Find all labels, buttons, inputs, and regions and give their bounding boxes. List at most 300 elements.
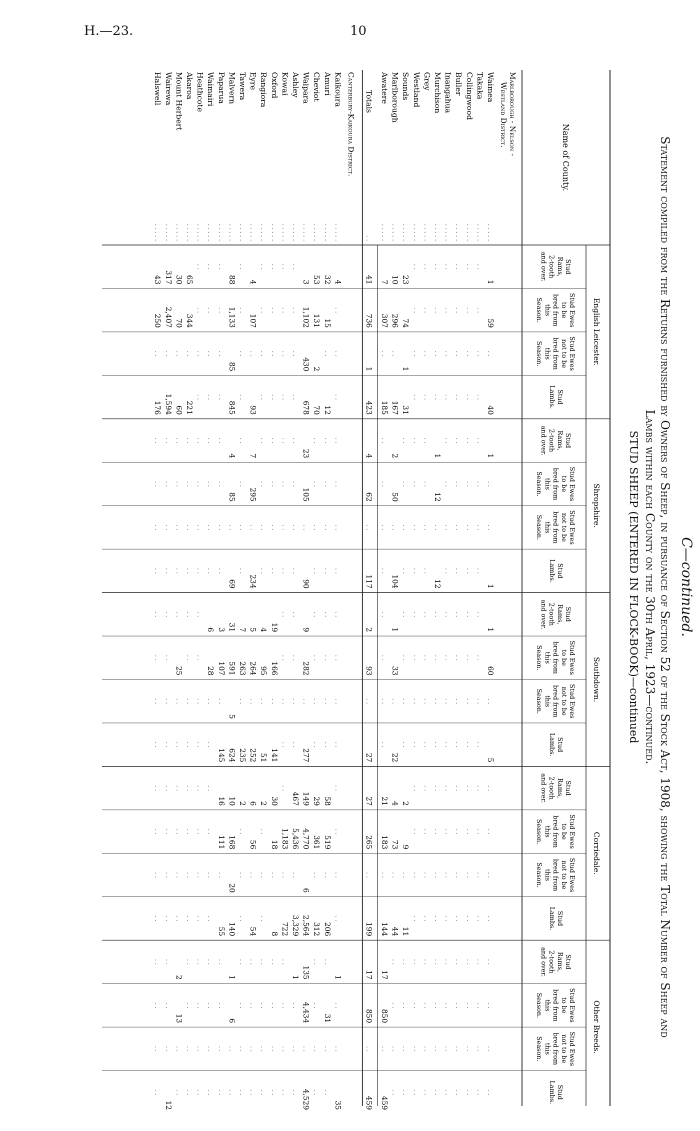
table-cell: 95 — [259, 666, 269, 676]
empty-cell-dots: . . — [454, 828, 462, 835]
county-name: Mount Herbert — [174, 72, 184, 131]
empty-cell-dots: . . — [206, 872, 214, 878]
county-name: Collingwood — [464, 72, 474, 120]
empty-cell-dots: . . — [364, 524, 372, 531]
rotated-page — [98, 62, 698, 1112]
empty-cell-dots: . . — [322, 698, 330, 705]
empty-cell-dots: . . — [322, 611, 330, 618]
empty-cell-dots: . . — [433, 785, 440, 791]
empty-cell-dots: . . — [475, 1089, 483, 1096]
county-name: Halswell — [153, 72, 163, 106]
empty-cell-dots: . . — [259, 524, 267, 531]
empty-cell-dots: . . — [163, 350, 171, 357]
table-cell: 33 — [390, 666, 400, 676]
county-name: Murchison — [433, 72, 442, 114]
empty-cell-dots: . . — [312, 1089, 320, 1096]
breed-header: Corriedale. — [592, 831, 601, 875]
district-heading: Canterbury-Kaikoura District. — [346, 72, 356, 177]
empty-cell-dots: . . — [269, 307, 277, 314]
county-name: Cheviot — [312, 72, 322, 102]
empty-cell-dots: . . — [475, 741, 483, 748]
table-cell: 2 — [238, 801, 247, 806]
empty-cell-dots: . . — [195, 1089, 203, 1096]
empty-cell-dots: . . — [206, 1002, 214, 1009]
table-cell: 131 — [312, 313, 322, 328]
empty-cell-dots: . . — [401, 1045, 409, 1052]
empty-cell-dots: . . — [475, 611, 483, 618]
table-cell: 206 — [322, 922, 332, 937]
empty-cell-dots: . . — [433, 1045, 440, 1052]
county-name: Marlborough — [390, 72, 400, 123]
empty-cell-dots: . . — [174, 741, 182, 748]
empty-cell-dots: . . — [291, 481, 298, 487]
table-cell: 93 — [248, 405, 258, 415]
empty-cell-dots: . . — [312, 524, 320, 531]
empty-cell-dots: . . — [422, 828, 430, 835]
table-cell: 30 — [174, 275, 184, 285]
column-header: StudLambs. — [547, 385, 564, 409]
empty-cell-dots: . . — [422, 959, 430, 965]
empty-cell-dots: . . — [443, 959, 451, 965]
total-cell: 850 — [364, 1008, 374, 1024]
empty-cell-dots: . . — [411, 698, 419, 705]
empty-cell-dots: . . — [322, 568, 330, 574]
empty-cell-dots: . . — [464, 959, 472, 965]
empty-cell-dots: . . — [333, 741, 341, 748]
empty-cell-dots: . . — [486, 1045, 493, 1052]
page-number: 10 — [350, 24, 367, 39]
empty-cell-dots: . . — [411, 437, 419, 444]
table-cell: 6 — [206, 627, 216, 633]
empty-cell-dots: . . — [195, 481, 203, 487]
table-cell: 65 — [185, 275, 194, 285]
empty-cell-dots: . . — [322, 350, 330, 357]
empty-cell-dots: . . — [195, 394, 203, 400]
empty-cell-dots: . . — [475, 915, 483, 922]
empty-cell-dots: . . — [291, 611, 298, 618]
empty-cell-dots: . . — [195, 524, 203, 531]
column-header: Stud Ewesto bebred fromthisSeason. — [535, 988, 576, 1023]
empty-cell-dots: . . — [380, 568, 387, 574]
empty-cell-dots: . . — [269, 1002, 277, 1009]
empty-cell-dots: . . — [475, 654, 483, 661]
table-cell: 53 — [312, 275, 322, 285]
empty-cell-dots: . . — [269, 872, 277, 878]
empty-cell-dots: . . — [443, 1002, 451, 1009]
table-cell: 107 — [216, 661, 226, 676]
empty-cell-dots: . . — [163, 915, 171, 922]
table-cell: 23 — [301, 448, 311, 459]
empty-cell-dots: . . — [486, 785, 493, 791]
county-name: Akaroa — [185, 72, 194, 100]
empty-cell-dots: . . — [333, 698, 341, 705]
empty-cell-dots: . . — [291, 654, 298, 661]
empty-cell-dots: . . — [411, 654, 419, 661]
empty-cell-dots: . . — [280, 959, 288, 965]
empty-cell-dots: . . — [153, 654, 161, 661]
empty-cell-dots: . . — [238, 1089, 245, 1096]
empty-cell-dots: . . — [322, 741, 330, 748]
table-cell: 54 — [248, 926, 258, 937]
empty-cell-dots: . . — [259, 1002, 267, 1009]
empty-cell-dots: . . — [401, 568, 409, 574]
empty-cell-dots: . . — [185, 741, 192, 748]
empty-cell-dots: . . — [433, 1089, 440, 1096]
county-name: Wairewa — [163, 72, 173, 106]
empty-cell-dots: . . — [411, 481, 419, 487]
table-cell: 70 — [312, 405, 322, 415]
empty-cell-dots: . . — [422, 1045, 430, 1052]
empty-cell-dots: . . — [163, 1045, 171, 1052]
table-cell: 1 — [291, 974, 300, 980]
empty-cell-dots: . . — [185, 481, 192, 487]
empty-cell-dots: . . — [195, 959, 203, 965]
table-cell: 467 — [291, 791, 300, 806]
table-cell: 6 — [227, 1018, 237, 1024]
empty-cell-dots: . . — [454, 1045, 462, 1052]
empty-cell-dots: . . — [206, 741, 214, 748]
empty-cell-dots: . . — [227, 1045, 235, 1052]
empty-cell-dots: . . — [238, 437, 245, 444]
table-cell: 2,407 — [163, 306, 173, 328]
empty-cell-dots: . . — [312, 437, 320, 444]
empty-cell-dots: . . — [380, 654, 387, 661]
table-cell: 10 — [390, 275, 400, 285]
leader-dots: . . . . . — [227, 223, 235, 241]
empty-cell-dots: . . — [333, 307, 341, 314]
table-cell: 459 — [380, 1095, 389, 1110]
table-cell: 5 — [486, 757, 495, 763]
empty-cell-dots: . . — [475, 307, 483, 314]
table-cell: 9 — [301, 627, 311, 633]
column-header: Stud Ewesto bebred fromthisSeason. — [535, 466, 576, 502]
county-name: Sounds — [401, 72, 411, 101]
empty-cell-dots: . . — [163, 437, 171, 444]
empty-cell-dots: . . — [269, 481, 277, 487]
empty-cell-dots: . . — [174, 350, 182, 357]
column-header: StudRams,2-toothand over. — [539, 947, 572, 977]
empty-cell-dots: . . — [464, 611, 472, 618]
continued-caption: C—continued. — [678, 537, 694, 637]
empty-cell-dots: . . — [291, 350, 298, 357]
empty-cell-dots: . . — [163, 481, 171, 487]
empty-cell-dots: . . — [464, 394, 472, 400]
document-id: H.—23. — [84, 24, 134, 39]
empty-cell-dots: . . — [333, 437, 341, 444]
table-cell: 263 — [238, 661, 247, 676]
table-cell: 4,434 — [301, 1001, 311, 1024]
empty-cell-dots: . . — [206, 1089, 214, 1096]
empty-cell-dots: . . — [422, 568, 430, 574]
county-name: Grey — [422, 72, 432, 91]
table-cell: 4 — [248, 279, 258, 285]
table-cell: 12 — [433, 579, 442, 589]
table-cell: 25 — [174, 666, 184, 676]
empty-cell-dots: . . — [475, 1002, 483, 1009]
leader-dots: . . . . . — [238, 223, 245, 241]
empty-cell-dots: . . — [259, 437, 267, 444]
empty-cell-dots: . . — [454, 481, 462, 487]
empty-cell-dots: . . — [174, 524, 182, 531]
empty-cell-dots: . . — [312, 1002, 320, 1009]
empty-cell-dots: . . — [248, 1045, 256, 1052]
table-cell: 4 — [390, 801, 400, 806]
table-cell: 361 — [312, 835, 322, 850]
empty-cell-dots: . . — [206, 1045, 214, 1052]
empty-cell-dots: . . — [464, 741, 472, 748]
empty-cell-dots: . . — [153, 915, 161, 922]
empty-cell-dots: . . — [401, 1089, 409, 1096]
empty-cell-dots: . . — [364, 698, 372, 705]
empty-cell-dots: . . — [174, 828, 182, 835]
empty-cell-dots: . . — [422, 437, 430, 444]
empty-cell-dots: . . — [291, 1045, 298, 1052]
empty-cell-dots: . . — [153, 1089, 161, 1096]
empty-cell-dots: . . — [206, 481, 214, 487]
empty-cell-dots: . . — [280, 872, 288, 878]
column-header: Stud Ewesto bebred fromthisSeason. — [535, 640, 576, 675]
county-name: Kaikoura — [333, 72, 343, 107]
empty-cell-dots: . . — [443, 872, 451, 878]
empty-cell-dots: . . — [411, 524, 419, 531]
empty-cell-dots: . . — [185, 872, 192, 878]
empty-cell-dots: . . — [174, 568, 182, 574]
empty-cell-dots: . . — [443, 481, 451, 487]
county-name: Waimea — [486, 72, 495, 103]
table-cell: 2 — [401, 801, 411, 806]
table-cell: 430 — [301, 357, 311, 372]
empty-cell-dots: . . — [486, 915, 493, 922]
county-name: Awatere — [380, 72, 389, 104]
empty-cell-dots: . . — [280, 1045, 288, 1052]
county-name: Malvern — [227, 72, 237, 105]
empty-cell-dots: . . — [259, 307, 267, 314]
empty-cell-dots: . . — [259, 263, 267, 270]
empty-cell-dots: . . — [443, 611, 451, 618]
leader-dots: . . . . . — [259, 223, 267, 241]
table-cell: 4,529 — [301, 1088, 311, 1110]
empty-cell-dots: . . — [422, 307, 430, 314]
empty-cell-dots: . . — [238, 1002, 245, 1009]
column-header: StudLambs. — [547, 906, 564, 931]
empty-cell-dots: . . — [195, 437, 203, 444]
leader-dots: . . . . . — [312, 223, 320, 241]
empty-cell-dots: . . — [380, 350, 387, 357]
empty-cell-dots: . . — [475, 437, 483, 444]
table-cell: 74 — [401, 318, 411, 328]
table-cell: 722 — [280, 922, 290, 937]
empty-cell-dots: . . — [322, 1045, 330, 1052]
empty-cell-dots: . . — [422, 654, 430, 661]
table-cell: 32 — [322, 275, 332, 285]
empty-cell-dots: . . — [454, 959, 462, 965]
stud-sheep-table — [98, 62, 698, 1112]
table-cell: 35 — [333, 1100, 343, 1110]
empty-cell-dots: . . — [422, 1002, 430, 1009]
table-cell: 23 — [401, 275, 411, 285]
table-cell: 22 — [390, 752, 400, 763]
table-cell: 31 — [401, 405, 411, 415]
table-cell: 6 — [301, 888, 311, 893]
empty-cell-dots: . . — [195, 263, 203, 270]
empty-cell-dots: . . — [411, 1089, 419, 1096]
county-name: Rangiora — [259, 72, 269, 108]
empty-cell-dots: . . — [206, 307, 214, 314]
empty-cell-dots: . . — [312, 959, 320, 965]
empty-cell-dots: . . — [486, 481, 493, 487]
empty-cell-dots: . . — [333, 568, 341, 574]
table-subtitle: STUD SHEEP (ENTERED IN FLOCK-BOOK)—continued — [627, 430, 640, 744]
leader-dots: . . . . . — [333, 223, 341, 241]
table-cell: 1,183 — [280, 828, 290, 850]
empty-cell-dots: . . — [454, 263, 462, 270]
empty-cell-dots: . . — [280, 307, 288, 314]
table-cell: 51 — [259, 752, 269, 763]
empty-cell-dots: . . — [185, 1002, 192, 1009]
empty-cell-dots: . . — [464, 828, 472, 835]
empty-cell-dots: . . — [248, 1089, 256, 1096]
empty-cell-dots: . . — [422, 741, 430, 748]
empty-cell-dots: . . — [312, 654, 320, 661]
empty-cell-dots: . . — [380, 611, 387, 618]
empty-cell-dots: . . — [475, 350, 483, 357]
empty-cell-dots: . . — [259, 481, 267, 487]
empty-cell-dots: . . — [291, 1089, 298, 1096]
breed-header: English Leicester. — [592, 297, 601, 366]
leader-dots: . . . . . — [401, 223, 409, 241]
title-line-2: Lambs within each County on the 30th April, 1923—continued. — [643, 409, 657, 765]
empty-cell-dots: . . — [174, 785, 182, 791]
empty-cell-dots: . . — [390, 350, 398, 357]
table-cell: 591 — [227, 661, 237, 676]
empty-cell-dots: . . — [216, 872, 224, 878]
table-cell: 149 — [301, 791, 311, 806]
empty-cell-dots: . . — [454, 654, 462, 661]
total-cell: 27 — [364, 752, 374, 763]
empty-cell-dots: . . — [486, 698, 493, 705]
empty-cell-dots: . . — [433, 959, 440, 965]
empty-cell-dots: . . — [216, 437, 224, 444]
empty-cell-dots: . . — [443, 350, 451, 357]
empty-cell-dots: . . — [322, 959, 330, 965]
empty-cell-dots: . . — [195, 611, 203, 618]
column-header: StudLambs. — [547, 732, 564, 757]
empty-cell-dots: . . — [333, 524, 341, 531]
leader-dots: . . . . . — [163, 223, 171, 241]
empty-cell-dots: . . — [185, 568, 192, 574]
table-cell: 107 — [248, 313, 258, 328]
empty-cell-dots: . . — [486, 828, 493, 835]
table-cell: 90 — [301, 579, 311, 589]
empty-cell-dots: . . — [475, 959, 483, 965]
empty-cell-dots: . . — [185, 698, 192, 705]
table-cell: 141 — [269, 748, 279, 763]
table-cell: 3 — [301, 279, 311, 285]
leader-dots: . . . . . — [291, 223, 298, 241]
empty-cell-dots: . . — [333, 828, 341, 835]
column-header: Stud Ewesnot to bebred fromthisSeason. — [535, 684, 576, 719]
table-cell: 282 — [301, 661, 311, 676]
county-name: Heathcote — [195, 72, 205, 112]
empty-cell-dots: . . — [422, 915, 430, 922]
empty-cell-dots: . . — [486, 524, 493, 531]
table-cell: 185 — [380, 400, 389, 415]
empty-cell-dots: . . — [280, 350, 288, 357]
empty-cell-dots: . . — [411, 394, 419, 400]
empty-cell-dots: . . — [475, 872, 483, 878]
leader-dots: . . . . . — [248, 223, 256, 241]
table-cell: 5,436 — [291, 828, 300, 850]
empty-cell-dots: . . — [475, 524, 483, 531]
empty-cell-dots: . . — [280, 481, 288, 487]
empty-cell-dots: . . — [238, 263, 245, 270]
county-name: Tawera — [238, 72, 247, 101]
empty-cell-dots: . . — [153, 481, 161, 487]
empty-cell-dots: . . — [454, 1002, 462, 1009]
county-name: Amuri — [322, 72, 332, 96]
empty-cell-dots: . . — [390, 959, 398, 965]
total-cell: 736 — [364, 313, 374, 328]
empty-cell-dots: . . — [291, 698, 298, 705]
empty-cell-dots: . . — [486, 1089, 493, 1096]
leader-dots: . . . . . — [486, 223, 493, 241]
table-cell: 43 — [153, 275, 163, 285]
table-cell: 1 — [433, 453, 442, 459]
table-cell: 105 — [301, 487, 311, 502]
table-cell: 88 — [227, 275, 237, 285]
table-cell: 30 — [269, 796, 279, 806]
empty-cell-dots: . . — [216, 698, 224, 705]
empty-cell-dots: . . — [174, 481, 182, 487]
leader-dots: . . . . . — [411, 223, 419, 241]
empty-cell-dots: . . — [269, 263, 277, 270]
table-cell: 17 — [380, 970, 389, 980]
empty-cell-dots: . . — [195, 568, 203, 574]
empty-cell-dots: . . — [475, 785, 483, 791]
empty-cell-dots: . . — [291, 524, 298, 531]
table-cell: 7 — [380, 279, 389, 285]
table-cell: 55 — [216, 926, 226, 937]
table-cell: 104 — [390, 574, 400, 589]
empty-cell-dots: . . — [454, 350, 462, 357]
empty-cell-dots: . . — [206, 350, 214, 357]
empty-cell-dots: . . — [380, 1045, 387, 1052]
empty-cell-dots: . . — [390, 524, 398, 531]
empty-cell-dots: . . — [291, 1002, 298, 1009]
empty-cell-dots: . . — [401, 872, 409, 878]
table-cell: 10 — [227, 796, 237, 806]
empty-cell-dots: . . — [153, 611, 161, 618]
empty-cell-dots: . . — [411, 1045, 419, 1052]
empty-cell-dots: . . — [475, 263, 483, 270]
empty-cell-dots: . . — [248, 959, 256, 965]
empty-cell-dots: . . — [216, 568, 224, 574]
empty-cell-dots: . . — [259, 1045, 267, 1052]
empty-cell-dots: . . — [454, 915, 462, 922]
empty-cell-dots: . . — [153, 785, 161, 791]
empty-cell-dots: . . — [280, 611, 288, 618]
empty-cell-dots: . . — [333, 872, 341, 878]
empty-cell-dots: . . — [216, 394, 224, 400]
empty-cell-dots: . . — [174, 1089, 182, 1096]
empty-cell-dots: . . — [401, 524, 409, 531]
table-cell: 13 — [174, 1013, 184, 1024]
table-cell: 252 — [248, 748, 258, 763]
table-cell: 144 — [380, 922, 389, 937]
leader-dots: . . . . . — [464, 223, 472, 241]
empty-cell-dots: . . — [280, 394, 288, 400]
empty-cell-dots: . . — [163, 568, 171, 574]
